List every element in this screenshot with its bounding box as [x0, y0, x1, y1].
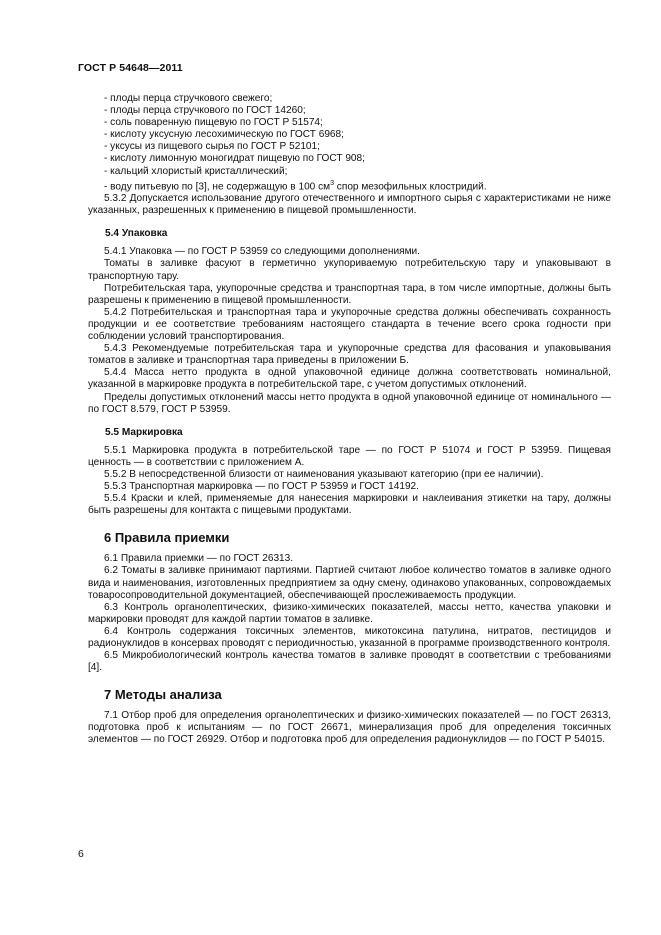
paragraph: 5.4.1 Упаковка — по ГОСТ Р 53959 со следующими дополнениями.	[104, 246, 420, 258]
paragraph: Томаты в заливке фасуют в герметично укупориваемую потребительскую тару и упаковывают в транспортную тару.	[88, 258, 611, 282]
paragraph: 5.5.2 В непосредственной близости от наименования указывают категорию (при ее наличии).	[104, 468, 544, 480]
paragraph-5-3-2: 5.3.2 Допускается использование другого отечественного и импортного сырья с характеристиками не ниже указанных, разрешенных к применению в пищевой промышленности.	[88, 193, 611, 217]
page-number: 6	[78, 848, 84, 860]
paragraph: 6.2 Томаты в заливке принимают партиями. Партией считают любое количество томатов в заливке одного вида и наименования, изготовленных предприятием за одну смену, одинаково упакованных, сопровождаемых товаросопроводительной документацией, обеспечивающей прослеживаемость продукции.	[88, 565, 611, 601]
paragraph: 6.3 Контроль органолептических, физико-химических показателей, массы нетто, качества упаковки и маркировки проводят для каждой партии томатов в заливке.	[88, 601, 611, 625]
paragraph: 5.4.4 Масса нетто продукта в одной упаковочной единице должна соответствовать номинальной, указанной в маркировке продукта в потребительской таре, с учетом допустимых отклонений.	[88, 367, 611, 391]
list-item: - уксусы из пищевого сырья по ГОСТ Р 52101;	[104, 141, 320, 153]
paragraph: 5.5.4 Краски и клей, применяемые для нанесения маркировки и наклеивания этикетки на тару, должны быть разрешены для контакта с пищевыми продуктами.	[88, 493, 611, 517]
list-item: - плоды перца стручкового по ГОСТ 14260;	[104, 105, 306, 117]
list-item: - кислоту лимонную моногидрат пищевую по ГОСТ 908;	[104, 153, 365, 165]
paragraph: 7.1 Отбор проб для определения органолептических и физико-химических показателей — по ГОСТ 26313, подготовка проб к испытаниям — по ГОСТ 26671, минерализация проб для определения токсичных элементов — по ГОСТ 26929. Отбор и подготовка проб для определения радионуклидов — по ГОСТ Р 54015.	[88, 710, 611, 746]
list-item-water	[88, 178, 611, 193]
section-title-5-5: 5.5 Маркировка	[105, 426, 183, 438]
list-item: - соль поваренную пищевую по ГОСТ Р 51574;	[104, 117, 323, 129]
list-item: - кислоту уксусную лесохимическую по ГОСТ 6968;	[104, 129, 344, 141]
paragraph: 5.4.3 Рекомендуемые потребительская тара и укупорочные средства для фасования и упаковывания томатов в заливке и транспортная тара приведены в приложении Б.	[88, 343, 611, 367]
paragraph: 6.1 Правила приемки — по ГОСТ 26313.	[104, 553, 294, 565]
paragraph: 5.4.2 Потребительская и транспортная тара и укупорочные средства должны обеспечивать сохранность продукции и ее соответствие требованиям настоящего стандарта в течение всего срока годности при соблюдении условий транспортирования.	[88, 306, 611, 343]
superscript: 3	[330, 179, 334, 187]
section-title-5-4: 5.4 Упаковка	[105, 228, 168, 240]
section-heading-7: 7 Методы анализа	[104, 687, 222, 703]
list-item: - кальций хлористый кристаллический;	[104, 165, 288, 177]
paragraph: Потребительская тара, укупорочные средства и транспортная тара, в том числе импортные, должны быть разрешены к применению в пищевой промышленности.	[88, 282, 611, 306]
paragraph: 6.4 Контроль содержания токсичных элементов, микотоксина патулина, нитратов, пестицидов и радионуклидов в консервах проводят с периодичностью, указанной в программе производственного контроля.	[88, 625, 611, 650]
paragraph: 6.5 Микробиологический контроль качества томатов в заливке проводят в соответствии с требованиями [4].	[88, 650, 611, 674]
water-text-end: спор мезофильных клостридий.	[334, 181, 487, 193]
paragraph: 5.5.3 Транспортная маркировка — по ГОСТ Р 53959 и ГОСТ 14192.	[104, 481, 419, 493]
water-text: - воду питьевую по [3], не содержащую в 100 см	[104, 181, 331, 193]
section-heading-6: 6 Правила приемки	[104, 530, 230, 546]
list-item: - плоды перца стручкового свежего;	[104, 93, 273, 104]
paragraph: Пределы допустимых отклонений массы нетто продукта в одной упаковочной единице от номинального — по ГОСТ 8.579, ГОСТ Р 53959.	[88, 391, 611, 415]
document-header: ГОСТ Р 54648—2011	[78, 62, 183, 74]
paragraph: 5.5.1 Маркировка продукта в потребительской таре — по ГОСТ Р 51074 и ГОСТ Р 53959. Пищевая ценность — в соответствии с приложением А.	[88, 444, 611, 468]
document-body	[88, 93, 611, 747]
